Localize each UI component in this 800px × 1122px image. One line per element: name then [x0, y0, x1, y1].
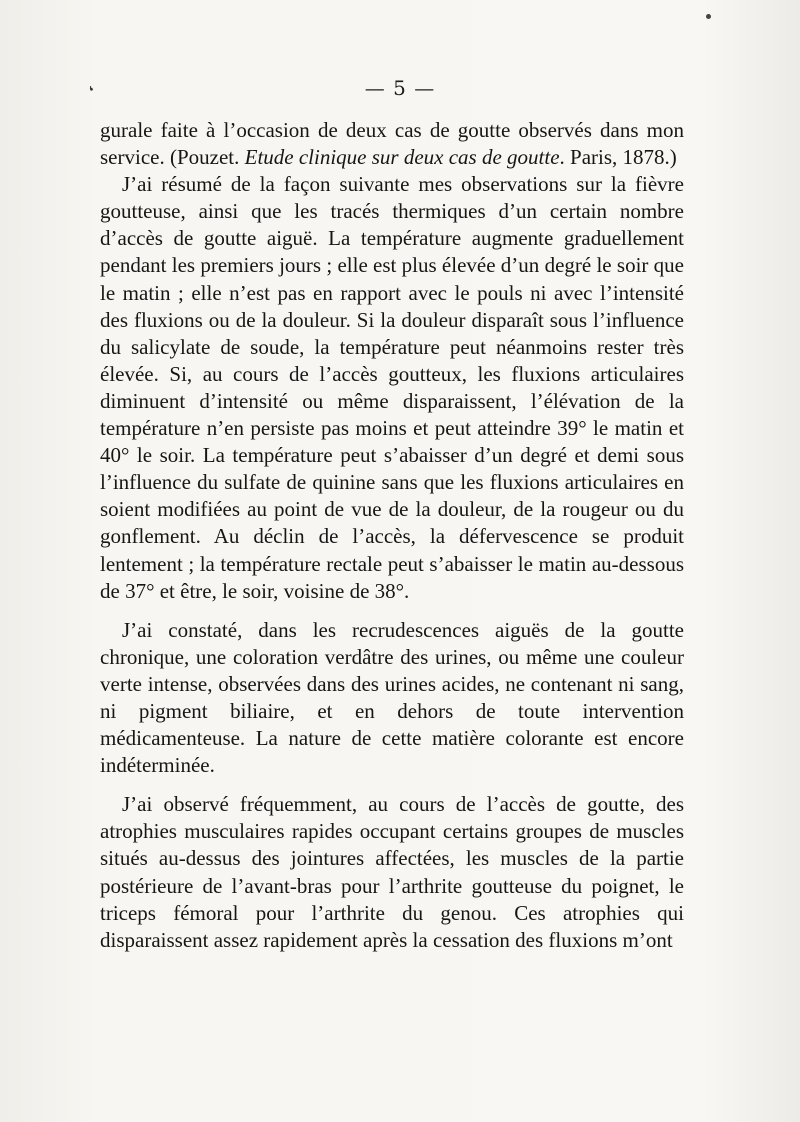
- paragraph-1-text-b: . Paris, 1878.): [559, 145, 677, 170]
- paragraph-3: J’ai constaté, dans les recrudescences aiguës de la goutte chronique, une coloration verdâtre des urines, ou même une couleur verte intense, observées dans des urines acides, ne contenant ni sang, ni pigment biliaire, et en dehors de toute intervention médicamenteuse. La nature de cette matière colorante est encore indéterminée.: [100, 617, 684, 778]
- paragraph-1: [100, 117, 684, 171]
- citation-title: Etude clinique sur deux cas de goutte: [244, 145, 560, 170]
- page-number: — 5 —: [364, 76, 436, 100]
- paragraph-1-text-a: gurale faite à l’occasion de deux cas de goutte observés dans mon service. (Pouzet.: [100, 118, 684, 170]
- corner-ink-mark: ❛: [87, 83, 98, 101]
- paragraph-2: J’ai résumé de la façon suivante mes observations sur la fièvre goutteuse, ainsi que les tracés thermiques d’un certain nombre d’accès de goutte aiguë. La température augmente graduellement pendant les premiers jours ; elle est plus élevée d’un degré le soir que le matin ; elle n’est pas en rapport avec le pouls ni avec l’intensité des fluxions ou de la douleur. Si la douleur disparaît sous l’influence du salicylate de soude, la température peut néanmoins rester très élevée. Si, au cours de l’accès goutteux, les fluxions articulaires diminuent d’intensité ou même disparaissent, l’élévation de la température n’en persiste pas moins et peut atteindre 39° le matin et 40° le soir. La température peut s’abaisser d’un degré et demi sous l’influence du sulfate de quinine sans que les fluxions articulaires en soient modifiées au point de vue de la douleur, de la rougeur ou du gonflement. Au déclin de l’accès, la défervescence se produit lentement ; la température rectale peut s’abaisser le matin au-dessous de 37° et être, le soir, voisine de 38°.: [100, 172, 684, 603]
- paragraph-4: J’ai observé fréquemment, au cours de l’accès de goutte, des atrophies musculaires rapides occupant certains groupes de muscles situés au-dessus des jointures affectées, les muscles de la partie postérieure de l’avant-bras pour l’arthrite goutteuse du poignet, le triceps fémoral pour l’arthrite du genou. Ces atrophies qui disparaissent assez rapidement après la cessation des fluxions m’ont: [100, 792, 684, 952]
- body-text: [100, 117, 684, 954]
- ink-speck: [706, 14, 711, 19]
